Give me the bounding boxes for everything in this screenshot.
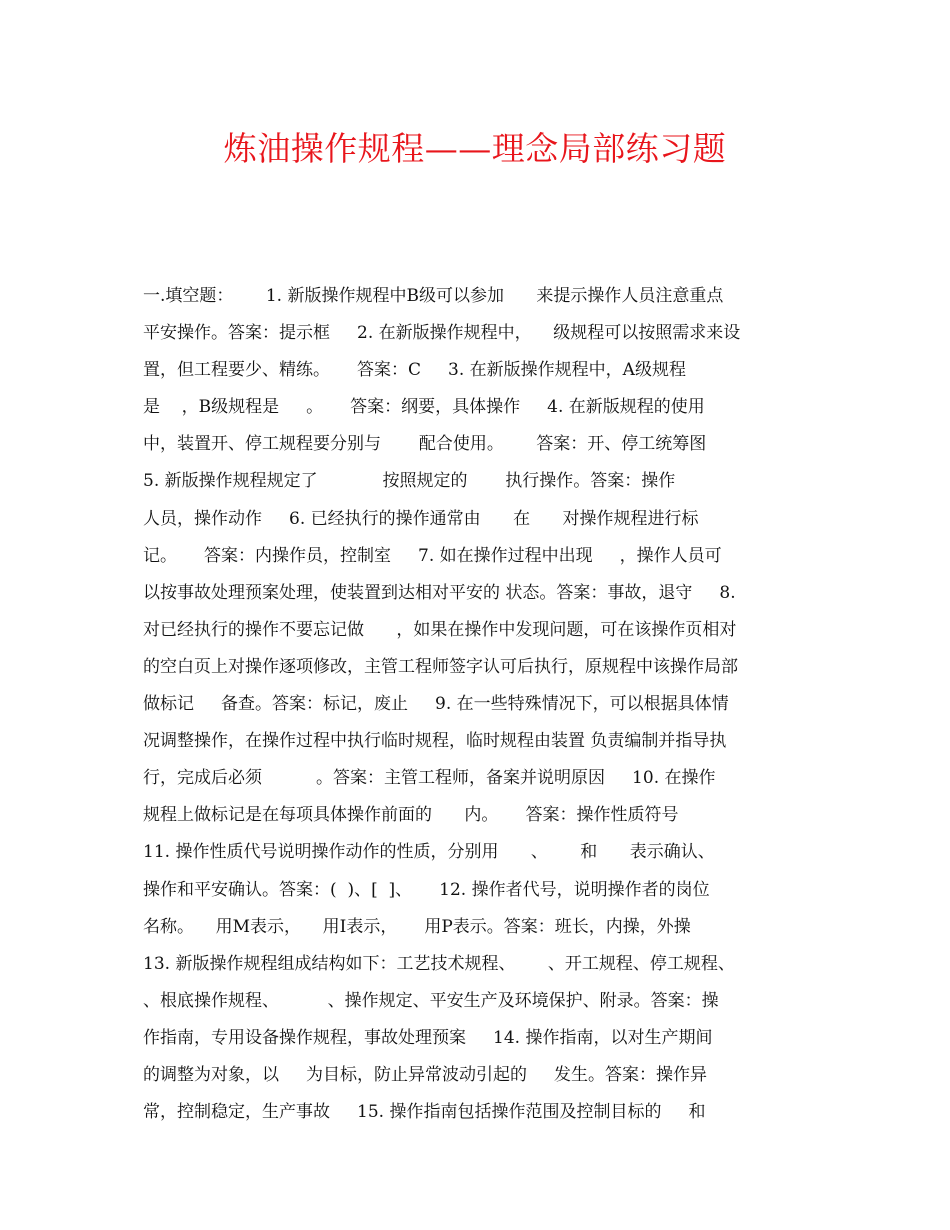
exercise-body — [143, 278, 813, 1131]
text-line: 平安操作。答案：提示框 2. 在新版操作规程中， 级规程可以按照需求来设 — [143, 323, 741, 344]
text-line: 、根底操作规程、 、操作规定、平安生产及环境保护、附录。答案：操 — [143, 990, 719, 1011]
text-line: 对已经执行的操作不要忘记做 ，如果在操作中发现问题，可在该操作页相对 — [143, 619, 737, 640]
text-line: 的调整为对象，以 为目标，防止异常波动引起的 发生。答案：操作异 — [143, 1064, 708, 1085]
text-line: 记。 答案：内操作员，控制室 7. 如在操作过程中出现 ，操作人员可 — [143, 545, 722, 566]
text-line: 5. 新版操作规程规定了 按照规定的 执行操作。答案：操作 — [143, 471, 676, 492]
text-line: 常，控制稳定，生产事故 15. 操作指南包括操作范围及控制目标的 和 — [143, 1102, 706, 1123]
text-line: 是 ，B级规程是 。 答案：纲要，具体操作 4. 在新版规程的使用 — [143, 397, 705, 418]
text-line: 作指南，专用设备操作规程，事故处理预案 14. 操作指南，以对生产期间 — [143, 1027, 713, 1048]
text-line: 规程上做标记是在每项具体操作前面的 内。 答案：操作性质符号 — [143, 805, 679, 826]
text-line: 置，但工程要少、精练。 答案：C 3. 在新版操作规程中，A级规程 — [143, 360, 686, 381]
text-line: 11. 操作性质代号说明操作动作的性质，分别用 、 和 表示确认、 — [143, 842, 715, 863]
text-line: 一.填空题： 1. 新版操作规程中B级可以参加 来提示操作人员注意重点 — [143, 286, 724, 306]
text-line: 人员，操作动作 6. 已经执行的操作通常由 在 对操作规程进行标 — [143, 508, 699, 529]
text-line: 中，装置开、停工规程要分别与 配合使用。 答案：开、停工统筹图 — [143, 434, 707, 455]
text-line: 以按事故处理预案处理，使装置到达相对平安的 状态。答案：事故，退守 8. — [143, 582, 736, 603]
text-line: 名称。 用M表示， 用I表示， 用P表示。答案：班长，内操，外操 — [143, 916, 691, 937]
text-line: 的空白页上对操作逐项修改，主管工程师签字认可后执行，原规程中该操作局部 — [143, 656, 738, 677]
text-line: 做标记 备查。答案：标记，废止 9. 在一些特殊情况下，可以根据具体情 — [143, 694, 729, 715]
text-line: 13. 新版操作规程组成结构如下：工艺技术规程、 、开工规程、停工规程、 — [143, 953, 735, 974]
text-line: 况调整操作，在操作过程中执行临时规程，临时规程由装置 负责编制并指导执 — [143, 731, 727, 752]
text-line: 行，完成后必须 。答案：主管工程师，备案并说明原因 10. 在操作 — [143, 768, 716, 789]
document-title: 炼油操作规程——理念局部练习题 — [223, 129, 727, 168]
text-line: 操作和平安确认。答案：( )、[ ]、 12. 操作者代号，说明操作者的岗位 — [143, 879, 710, 900]
